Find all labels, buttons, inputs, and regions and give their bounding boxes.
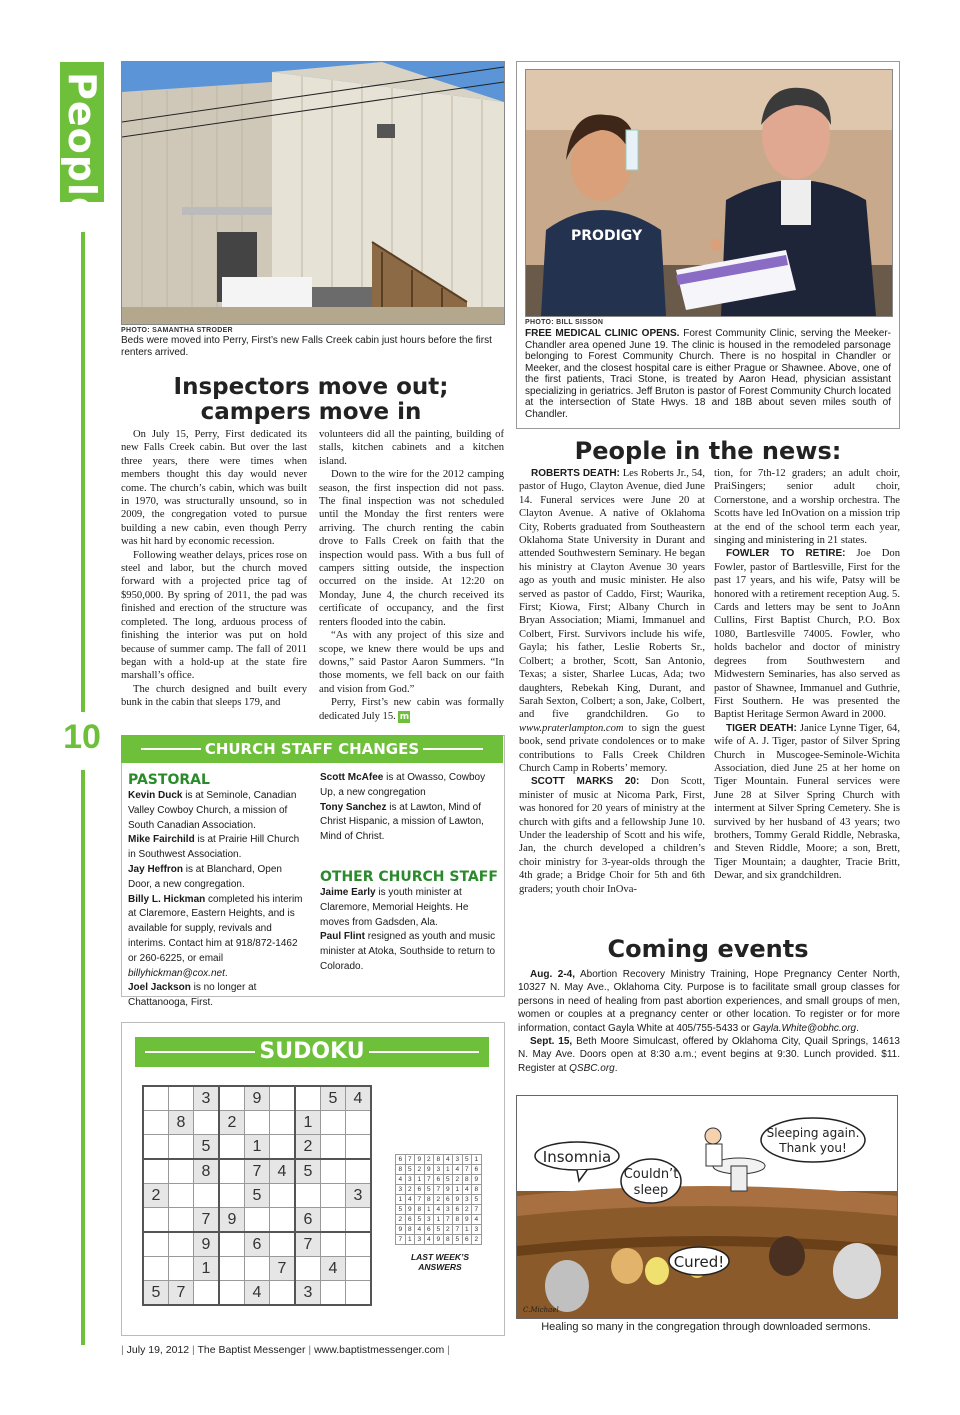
sudoku-cell: 9 [219,1208,245,1233]
sudoku-cell [169,1159,194,1184]
grid-row [396,1195,482,1205]
staff-name: Kevin Duck [128,790,183,801]
answer-cell: 8 [453,1215,463,1225]
staff-entry [320,771,498,801]
sudoku-cell: 9 [245,1086,270,1111]
grid-row [143,1232,371,1257]
caption-lead: FREE MEDICAL CLINIC OPENS. [525,328,680,339]
staff-entry [128,893,308,982]
news-item [714,722,900,883]
sudoku-cell [219,1257,245,1281]
sudoku-cell [295,1257,321,1281]
answer-cell: 1 [415,1175,425,1185]
answers-label-line: ANSWERS [418,1262,462,1272]
answer-cell: 5 [462,1155,472,1165]
answer-cell: 9 [424,1165,434,1175]
email-link[interactable]: billyhickman@cox.net [128,967,225,979]
sudoku-cell [346,1232,372,1257]
other-staff-heading: OTHER CHURCH STAFF [320,869,498,885]
sudoku-cell [245,1257,270,1281]
grid-row [396,1155,482,1165]
news-item [519,775,705,896]
answer-cell: 4 [443,1155,453,1165]
staff-name: Jaime Early [320,887,376,898]
staff-name: Scott McAfee [320,772,384,783]
answer-cell: 1 [443,1165,453,1175]
sudoku-cell [295,1086,321,1111]
sudoku-title: SUDOKU [259,1039,365,1064]
cartoon-signature: C.Michael [523,1306,559,1314]
news-item-lead: ROBERTS DEATH: [531,468,620,479]
sudoku-cell [321,1281,346,1306]
sudoku-cell: 2 [295,1135,321,1160]
sudoku-cell: 6 [295,1208,321,1233]
grid-row [143,1159,371,1184]
sudoku-cell: 7 [270,1257,296,1281]
article-paragraph [319,696,504,723]
answer-cell: 3 [443,1205,453,1215]
sudoku-answer-grid [395,1154,482,1245]
staff-entry [128,981,308,1011]
answer-cell: 3 [405,1175,415,1185]
sudoku-cell [346,1111,372,1135]
footer-url[interactable]: www.baptistmessenger.com [314,1344,445,1356]
answer-cell: 7 [462,1165,472,1175]
sudoku-cell: 3 [295,1281,321,1306]
staff-entry [320,801,498,845]
staff-entry [128,863,308,893]
answer-cell: 1 [462,1225,472,1235]
sudoku-cell [321,1208,346,1233]
answer-cell: 7 [424,1175,434,1185]
sudoku-cell: 3 [346,1184,372,1208]
grid-row [396,1225,482,1235]
sudoku-cell [143,1257,169,1281]
article-paragraph: Down to the wire for the 2012 camping season, the first inspection did not pass. The final inspection was not scheduled until the Monday the first renters were arriving. The church renting the cabin drove to Falls Creek on faith that the inspection would pass. With a bus full of campers sitting outside, the inspection occurred on the inside. At 12:20 on Monday, June 4, the church received its certificate of occupancy, and the first renters flooded into the cabin. [319,469,504,628]
news-item-continued: tion, for 7th-12 graders; an adult choir, PraiSingers; senior adult choir, Cornerstone, and a worship orchestra. The Scotts have led InOvation on a mission trip at the end of the school term each year, singing and ministering in 21 states. [714,468,900,547]
staff-text: is youth minister at Claremore, Memorial Heights. He moves from Gadsden, Ala. [320,887,469,928]
news-item-text: Don Scott, minister of music at Nicoma Park, First, was honored for 20 years of ministry at the church with gifts and a fellowship June 10. Under the leadership of Scott and his wife, Jan, the church developed a children’s choir ministry for 3-year-olds through the 4th grade; a Bridge Choir for 5th and 6th graders; youth choir InOva- [519,776,705,895]
answer-cell: 4 [405,1195,415,1205]
answer-cell: 8 [424,1195,434,1205]
answer-cell: 5 [415,1215,425,1225]
photo-credit: PHOTO: SAMANTHA STRODER [121,327,233,334]
article-headline [121,375,501,425]
sudoku-cell: 1 [295,1111,321,1135]
sudoku-cell [194,1111,220,1135]
event-text: Abortion Recovery Ministry Training, Hope Pregnancy Center North, 10327 N. May Ave., Oklahoma City. Purpose is to facilitate small group classes for persons in need of healing from past abortion experiences, and small groups of men, women or couples at a pregnancy center or other location. To register or for more information, contact Gayla White at 405/755-5433 or [518,969,900,1034]
answer-cell: 5 [472,1195,482,1205]
sudoku-cell [169,1208,194,1233]
answer-cell: 8 [405,1225,415,1235]
headline-line-1: Inspectors move out; [173,374,449,400]
article-paragraph: “As with any project of this size and scope, we knew there would be ups and downs,” said Pastor Aaron Summers. “In those moments, we fell back on our faith and vision from God.” [319,630,504,695]
caption-text: Forest Community Clinic, serving the Meeker-Chandler area opened June 19. The clinic is housed in the remodeled parsonage belonging to Forest Community Church. There is no hospital in Chandler or Meeker, and the closest hospital care is either Prague or Shawnee. Above, one of the first patients, Traci Stone, is treated by Aaron Head, physician assistant specializing in geriatrics. Jeff Bruton is pastor of Forest Community Church located at the intersection of State Hwys. 18 and 18B about seven miles south of Chandler. [525,328,891,420]
answer-cell: 8 [396,1165,406,1175]
rail-divider-top [81,232,85,712]
news-item [519,467,705,775]
shirt-text: PRODIGY [571,228,643,244]
sudoku-cell [321,1232,346,1257]
grid-row [143,1184,371,1208]
footer-separator: | [308,1344,312,1356]
end-mark-icon: m [399,711,410,722]
event-text: . [614,1062,618,1074]
sudoku-cell [270,1184,296,1208]
event-item [518,1035,900,1075]
speech-bubble-couldnt-sleep: Couldn’t [623,1167,679,1182]
answer-cell: 4 [415,1225,425,1235]
sudoku-cell: 7 [194,1208,220,1233]
answer-cell: 7 [472,1205,482,1215]
sudoku-cell: 8 [169,1111,194,1135]
sudoku-cell: 7 [295,1232,321,1257]
email-link[interactable]: Gayla.White@obhc.org [752,1022,857,1034]
staff-name: Paul Flint [320,931,365,943]
news-item-lead: FOWLER TO RETIRE: [726,548,846,560]
article-paragraph: The church designed and built every bunk in the cabin that sleeps 179, and [121,683,307,709]
sudoku-cell [321,1135,346,1160]
article-column-1 [121,428,307,710]
sudoku-cell [245,1111,270,1135]
staff-text: resigned as youth and music minister at Atoka, Southside to return to Colorado. [320,931,496,972]
sudoku-cell [194,1281,220,1306]
sudoku-cell [143,1086,169,1111]
answer-cell: 1 [396,1195,406,1205]
answer-cell: 6 [424,1225,434,1235]
event-date: Sept. 15, [530,1036,573,1048]
events-heading: Coming events [607,935,809,963]
answer-cell: 2 [462,1205,472,1215]
section-label: People [60,72,104,224]
sudoku-cell [169,1257,194,1281]
answers-label [395,1252,485,1272]
sudoku-cell: 3 [194,1086,220,1111]
sudoku-cell: 4 [270,1159,296,1184]
sudoku-cell [270,1232,296,1257]
staff-changes-header [121,735,503,763]
answer-cell: 9 [396,1225,406,1235]
sudoku-cell [143,1159,169,1184]
staff-text: completed his interim at Claremore, Eastern Heights, and is available for supply, revivals and interims. Contact him at 918/872-1462 or 260-6225, or email [128,893,303,964]
grid-row [396,1215,482,1225]
answer-cell: 9 [405,1205,415,1215]
event-date: Aug. 2-4, [530,969,575,980]
answer-cell: 7 [443,1215,453,1225]
events-list [518,968,900,1075]
staff-column-1 [128,789,308,1011]
staff-name: Joel Jackson [128,982,191,994]
cartoon-panel [516,1095,898,1319]
answer-cell: 8 [472,1185,482,1195]
answer-cell: 3 [472,1225,482,1235]
speech-bubble-couldnt-sleep: sleep [633,1183,669,1198]
web-link[interactable]: www.praterlampton.com [519,722,624,734]
web-link[interactable]: QSBC.org [569,1062,615,1074]
sudoku-cell: 4 [245,1281,270,1306]
grid-row [143,1281,371,1306]
sudoku-cell [346,1208,372,1233]
grid-row [396,1165,482,1175]
answer-cell: 3 [424,1215,434,1225]
news-column-2 [714,467,900,883]
answer-cell: 6 [472,1165,482,1175]
sudoku-cell: 2 [143,1184,169,1208]
answer-cell: 2 [405,1185,415,1195]
answer-cell: 4 [424,1235,434,1245]
answer-cell: 3 [396,1185,406,1195]
sudoku-cell [346,1257,372,1281]
grid-row [396,1175,482,1185]
rail-divider-bottom [81,770,85,1345]
sudoku-cell [169,1086,194,1111]
article-last-sentence: Perry, First’s new cabin was formally dedicated July 15. [319,697,504,722]
answer-cell: 9 [415,1155,425,1165]
sudoku-cell [346,1281,372,1306]
answer-cell: 9 [453,1195,463,1205]
answer-cell: 7 [453,1225,463,1235]
answers-label-line: LAST WEEK’S [410,1252,470,1262]
staff-column-2 [320,771,498,845]
cartoon-caption: Healing so many in the congregation through downloaded sermons. [541,1321,871,1333]
sudoku-cell [219,1281,245,1306]
news-item-text: Janice Lynne Tiger, 64, wife of A. J. Tiger, pastor of Silver Spring Church in Muscogee-Seminole-Wichita Association, died June 25 at her home on Tiger Mountain. Funeral services were June 28 at Silver Spring Church with interment at Silver Spring Cemetery. She is survived by her husband of 43 years; two brothers, Tommy Gerald Riddle, Nebraska, and Steven Riddle, Moore; a son, Brett, Tiger Mountain; a daughter, Tracie Britt, Dewar, and six grandchildren. [714,722,901,882]
answer-cell: 7 [434,1185,444,1195]
staff-text: is at Seminole, Canadian Valley Cowboy Church, a mission of South Canadian Association. [128,790,297,831]
answer-cell: 4 [462,1185,472,1195]
answer-cell: 6 [462,1235,472,1245]
pastoral-heading: PASTORAL [128,772,210,788]
staff-text: . [224,967,228,979]
sudoku-cell: 5 [143,1281,169,1306]
staff-entry [320,930,498,974]
clinic-photo [525,69,893,317]
speech-bubble-sleeping-again: Thank you! [779,1141,847,1155]
answer-cell: 8 [415,1205,425,1215]
photo-caption [525,328,891,420]
answer-cell: 5 [405,1165,415,1175]
grid-row [396,1235,482,1245]
sudoku-cell: 7 [169,1281,194,1306]
sudoku-cell [245,1208,270,1233]
answer-cell: 2 [443,1225,453,1235]
news-item-text: to sign the guest book, send private condolences or to make contributions to Falls Creek Children Church Camp in Roberts’ memory. [519,722,705,774]
answer-cell: 6 [453,1205,463,1215]
sudoku-cell [219,1232,245,1257]
cabin-photo [121,61,505,325]
page-number: 10 [63,718,101,756]
sudoku-cell: 1 [194,1257,220,1281]
speech-bubble-sleeping-again: Sleeping again. [766,1126,860,1140]
sudoku-cell: 9 [194,1232,220,1257]
answer-cell: 1 [424,1205,434,1215]
footer-publication: The Baptist Messenger [197,1344,306,1356]
photo-caption: Beds were moved into Perry, First’s new Falls Creek cabin just hours before the first renters arrived. [121,335,492,358]
answer-cell: 6 [415,1185,425,1195]
answer-cell: 8 [434,1155,444,1165]
answer-cell: 6 [434,1175,444,1185]
answer-cell: 6 [396,1155,406,1165]
article-paragraph: Following weather delays, prices rose on steel and labor, but the church moved forward with a projected price tag of $950,000. By spring of 2011, the pad was finished and erection of the structure was completed. The long, arduous process of finishing the interior was put on hold because of summer camp. The fall of 2011 began with a hold-up at the state fire marshall’s office. [121,549,307,682]
answer-cell: 3 [453,1155,463,1165]
grid-row [143,1135,371,1160]
sudoku-cell [321,1111,346,1135]
news-heading: People in the news: [574,437,842,465]
sudoku-cell: 8 [194,1159,220,1184]
grid-row [396,1185,482,1195]
sudoku-cell [219,1135,245,1160]
staff-text: is no longer at Chattanooga, First. [128,982,257,1009]
page-footer [121,1344,450,1356]
answer-cell: 4 [396,1175,406,1185]
staff-entry [128,833,308,863]
sudoku-cell [219,1086,245,1111]
staff-name: Billy L. Hickman [128,893,206,905]
grid-row [143,1111,371,1135]
sudoku-cell: 1 [245,1135,270,1160]
answer-cell: 9 [462,1215,472,1225]
answer-cell: 1 [453,1185,463,1195]
sudoku-cell: 7 [245,1159,270,1184]
sudoku-cell [194,1184,220,1208]
answer-cell: 8 [462,1175,472,1185]
photo-credit: PHOTO: BILL SISSON [525,319,604,326]
answer-cell: 7 [415,1195,425,1205]
answer-cell: 7 [396,1235,406,1245]
staff-name: Mike Fairchild [128,834,195,846]
staff-name: Tony Sanchez [320,801,387,813]
sudoku-cell [270,1208,296,1233]
sudoku-cell: 5 [295,1159,321,1184]
sudoku-cell: 5 [245,1184,270,1208]
footer-separator: | [121,1344,124,1356]
staff-entry [128,789,308,833]
footer-separator: | [192,1344,195,1356]
staff-text: is at Owasso, Cowboy Up, a new congregation [320,772,486,798]
sudoku-cell [219,1159,245,1184]
answer-cell: 5 [424,1185,434,1195]
sudoku-cell [321,1159,346,1184]
event-item [518,968,900,1035]
sudoku-cell: 5 [321,1086,346,1111]
header-rule-right [423,748,483,750]
grid-row [143,1086,371,1111]
news-item-lead: TIGER DEATH: [726,722,797,734]
answer-cell: 2 [396,1215,406,1225]
sudoku-cell [143,1135,169,1160]
answer-cell: 7 [405,1155,415,1165]
answer-cell: 4 [434,1205,444,1215]
article-column-2 [319,428,504,723]
article-paragraph: On July 15, Perry, First dedicated its new Falls Creek cabin. But over the last three years, there were times when members thought this day would never come. The church’s cabin, which was built in 1970, was structurally unsound, so in 2009, the congregation voted to pursue building a new cabin, even though Perry was hit hard by economic recession. [121,429,307,548]
answer-cell: 2 [472,1235,482,1245]
news-item [714,547,900,721]
grid-row [143,1208,371,1233]
staff-column-2-other [320,886,498,975]
answer-cell: 4 [472,1215,482,1225]
staff-text: is at Blanchard, Open Door, a new congregation. [128,863,282,890]
answer-cell: 1 [405,1235,415,1245]
footer-date: July 19, 2012 [126,1344,190,1356]
staff-text: is at Lawton, Mind of Christ Hispanic, a mission of Lawton, Mind of Christ. [320,801,484,843]
sudoku-cell [143,1232,169,1257]
answer-cell: 1 [434,1215,444,1225]
sudoku-cell: 4 [321,1257,346,1281]
sudoku-cell [270,1086,296,1111]
speech-bubble-insomnia: Insomnia [542,1148,612,1166]
sudoku-cell: 4 [346,1086,372,1111]
sudoku-cell: 5 [194,1135,220,1160]
answer-cell: 5 [434,1225,444,1235]
sudoku-cell [143,1111,169,1135]
staff-name: Jay Heffron [128,863,184,875]
answer-cell: 5 [443,1175,453,1185]
answer-cell: 9 [434,1235,444,1245]
news-column-1 [519,467,705,896]
answer-cell: 2 [453,1175,463,1185]
answer-cell: 5 [396,1205,406,1215]
event-text: . [856,1022,859,1034]
answer-cell: 2 [415,1165,425,1175]
grid-row [396,1205,482,1215]
sudoku-cell: 6 [245,1232,270,1257]
sudoku-cell [346,1159,372,1184]
answer-cell: 8 [443,1235,453,1245]
event-text: Beth Moore Simulcast, offered by Oklahoma City, Quail Springs, 14613 N. May Ave. Doors open at 8:30 a.m.; event begins at 9:30. Lunch provided. $11. Register at [518,1036,900,1074]
answer-cell: 9 [472,1175,482,1185]
answer-cell: 3 [462,1195,472,1205]
article-paragraph: volunteers did all the painting, building of stalls, kitchen cabinets and a kitchen island. [319,429,504,467]
staff-entry [320,886,498,930]
speech-bubble-cured: Cured! [673,1253,725,1271]
sudoku-cell [295,1184,321,1208]
answer-cell: 2 [424,1155,434,1165]
sudoku-cell [270,1111,296,1135]
grid-row [143,1257,371,1281]
sudoku-header [135,1037,489,1067]
sudoku-cell [143,1208,169,1233]
staff-text: is at Prairie Hill Church in Southwest Association. [128,834,300,861]
staff-changes-title: CHURCH STAFF CHANGES [204,740,420,758]
answer-cell: 6 [443,1195,453,1205]
sudoku-cell [321,1184,346,1208]
sudoku-grid [142,1085,372,1306]
footer-separator: | [447,1344,450,1356]
sudoku-cell: 2 [219,1111,245,1135]
news-item-text: Joe Don Fowler, pastor of Bartlesville, First for the past 17 years, and his wife, Patsy will be honored with a retirement reception Aug. 5. Cards and letters may be sent to JoAnn Cullins, First Baptist Church, P.O. Box 1080, Bartlesville 74005. Fowler, who holds bachelor and doctor of ministry degrees from Southwestern and Midwestern Seminaries, has also served as pastor of Shawnee, Immanuel and Guthrie, First Southern. He was presented the Baptist Heritage Sermon Award in 2000. [714,548,900,721]
answer-cell: 9 [443,1185,453,1195]
answer-cell: 6 [405,1215,415,1225]
sudoku-cell [346,1135,372,1160]
sudoku-cell [169,1184,194,1208]
answer-cell: 3 [434,1165,444,1175]
answer-cell: 5 [453,1235,463,1245]
headline-line-2: campers move in [200,399,422,425]
sudoku-cell [270,1135,296,1160]
answer-cell: 1 [472,1155,482,1165]
sudoku-cell [270,1281,296,1306]
sudoku-cell [219,1184,245,1208]
answer-cell: 4 [453,1165,463,1175]
answer-cell: 3 [415,1235,425,1245]
header-rule-right [369,1051,479,1053]
news-item-text: Les Roberts Jr., 54, pastor of Hugo, Clayton Avenue, died June 14. Funeral services were June 20 at Clayton Avenue. A native of Oklahoma City, Roberts graduated from Southeastern Oklahoma State University in Durant and attended Southwestern Seminary. He began his ministry at Clayton Avenue 30 years ago as youth and music minister. He also served as pastor of Caddo, First; Waurika, First; Kiowa, First; Albany Church in Bryan Association; Miami, Immanuel and Colbert, First. Survivors include his wife, Gayla; his father, Leslie Roberts Sr., Colbert; a brother, Scott, San Antonio, Texas; a sister, Sharlee Lucas, Ada; two daughters, Rebekah King, Durant, and Sarah Sexton, Colbert; a son, Jake, Colbert, and five grandchildren. Go to [519,468,705,721]
answer-cell: 2 [434,1195,444,1205]
sudoku-cell [169,1232,194,1257]
sudoku-cell [169,1135,194,1160]
news-item-lead: SCOTT MARKS 20: [531,776,640,788]
